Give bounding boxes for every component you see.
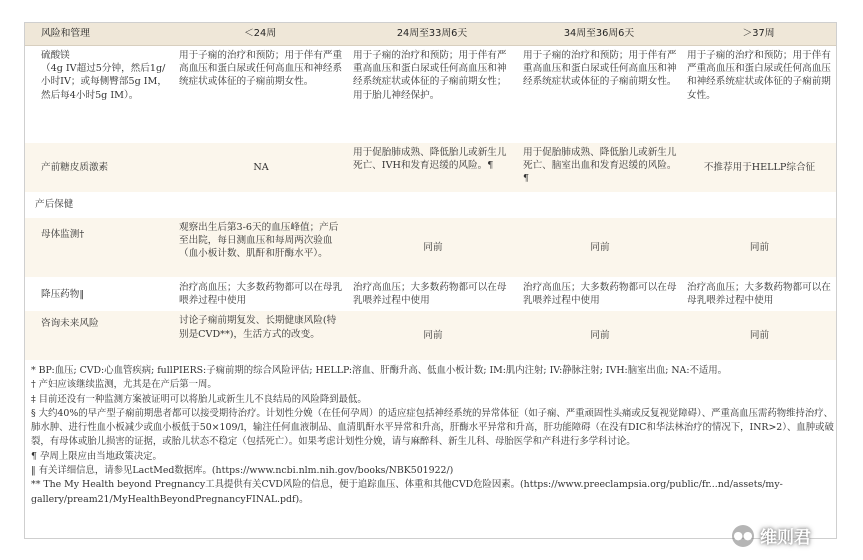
header-gt37: ＞37周 (681, 23, 836, 46)
footnotes (24, 364, 835, 507)
row-label: 降压药物‖ (25, 278, 173, 311)
table-cell: 同前 (681, 218, 836, 278)
table-cell: 同前 (347, 311, 517, 361)
table-cell: 用于子痫的治疗和预防；用于伴有严重高血压和蛋白尿或任何高血压和神经系统症状或体征的子痫前期女性。 (681, 46, 836, 143)
table-cell: NA (173, 143, 347, 193)
row-label: 咨询未来风险 (25, 311, 173, 361)
table-cell: 治疗高血压；大多数药物都可以在母乳喂养过程中使用 (517, 278, 681, 311)
footnote: ** The My Health beyond Pregnancy工具提供有关CVD风险的信息，便于追踪血压、体重和其他CVD危险因素。(https://www.preeclampsia.org/public/fr...nd/assets/my-gallery/pream21/MyHealthBeyondPregnancyFINAL.pdf)。 (31, 479, 783, 505)
row-label: 母体监测† (25, 218, 173, 278)
table-cell: 治疗高血压；大多数药物都可以在母乳喂养过程中使用 (173, 278, 347, 311)
table-cell: 同前 (347, 218, 517, 278)
footnote: ‖ 有关详细信息，请参见LactMed数据库。(https://www.ncbi.nlm.nih.gov/books/NBK501922/) (31, 465, 454, 477)
header-24-33: 24周至33周6天 (347, 23, 517, 46)
table-cell: 不推荐用于HELLP综合征 (681, 143, 836, 193)
management-table (25, 23, 836, 361)
table-cell: 用于促胎肺成熟、降低胎儿或新生儿死亡、脑室出血和发育迟缓的风险。¶ (517, 143, 681, 193)
table-cell: 治疗高血压；大多数药物都可以在母乳喂养过程中使用 (681, 278, 836, 311)
footnote: ¶ 孕周上限应由当地政策决定。 (31, 450, 162, 462)
table-cell: 同前 (517, 218, 681, 278)
row-label: 硫酸镁 （4g IV超过5分钟，然后1g/小时IV；或每侧臀部5g IM，然后每4小时5g IM）。 (25, 46, 173, 143)
watermark-text: 维则君 (760, 528, 811, 548)
table-cell: 讨论子痫前期复发、长期健康风险(特别是CVD**)，生活方式的改变。 (173, 311, 347, 361)
header-lt24: ＜24周 (173, 23, 347, 46)
table-cell: 用于子痫的治疗和预防；用于伴有严重高血压和蛋白尿或任何高血压和神经系统症状或体征的子痫前期女性。 (173, 46, 347, 143)
table-cell: 用于促胎肺成熟、降低胎儿或新生儿死亡、IVH和发育迟缓的风险。¶ (347, 143, 517, 193)
section-row (25, 193, 836, 218)
header-row (25, 23, 836, 46)
table-cell: 同前 (517, 311, 681, 361)
table-cell: 治疗高血压；大多数药物都可以在母乳喂养过程中使用 (347, 278, 517, 311)
section-label: 产后保健 (25, 193, 836, 218)
table-cell: 同前 (681, 311, 836, 361)
footnote: ‡ 目前还没有一种监测方案被证明可以将胎儿或新生儿不良结局的风险降到最低。 (31, 393, 367, 405)
table-row (25, 218, 836, 278)
table-cell: 用于子痫的治疗和预防；用于伴有严重高血压和蛋白尿或任何高血压和神经系统症状或体征的子痫前期女性；用于胎儿神经保护。 (347, 46, 517, 143)
header-risk: 风险和管理 (25, 23, 173, 46)
table-row (25, 278, 836, 311)
watermark (732, 523, 811, 548)
wechat-icon: ●● (732, 525, 754, 547)
footnote: * BP:血压; CVD:心血管疾病; fullPIERS:子痫前期的综合风险评估; HELLP:溶血、肝酶升高、低血小板计数; IM:肌内注射; IV:静脉注射; IVH:脑室出血; NA:不适用。 (31, 365, 727, 376)
table-cell: 用于子痫的治疗和预防；用于伴有严重高血压和蛋白尿或任何高血压和神经系统症状或体征的子痫前期女性。 (517, 46, 681, 143)
table-cell: 观察出生后第3-6天的血压峰值；产后至出院，每日测血压和每周两次验血（血小板计数、肌酐和肝酶水平）。 (173, 218, 347, 278)
footnote: † 产妇应该继续监测，尤其是在产后第一周。 (31, 379, 217, 391)
table-row (25, 46, 836, 143)
row-label: 产前糖皮质激素 (25, 143, 173, 193)
table-row (25, 311, 836, 361)
table-row (25, 143, 836, 193)
footnote: § 大约40%的早产型子痫前期患者都可以接受期待治疗。计划性分娩（在任何孕周）的适应症包括神经系统的异常体征（如子痫、严重顽固性头痛或反复视觉障碍）、严重高血压需药物维持治疗、肺水肿、进行性血小板减少或血小板低于50×109/l，输注任何血液制品、血清肌酐水平异常和升高，肝酶水平异常和升高，肝功能障碍（在没有DIC和华法林治疗的情况下，INR>2）、血肿或破裂，有母体或胎儿损害的证据，或胎儿状态不稳定（包括死亡）。如果考虑计划性分娩，请与麻醉科、新生儿科、母胎医学和产科进行多学科讨论。 (31, 407, 834, 448)
header-34-36: 34周至36周6天 (517, 23, 681, 46)
